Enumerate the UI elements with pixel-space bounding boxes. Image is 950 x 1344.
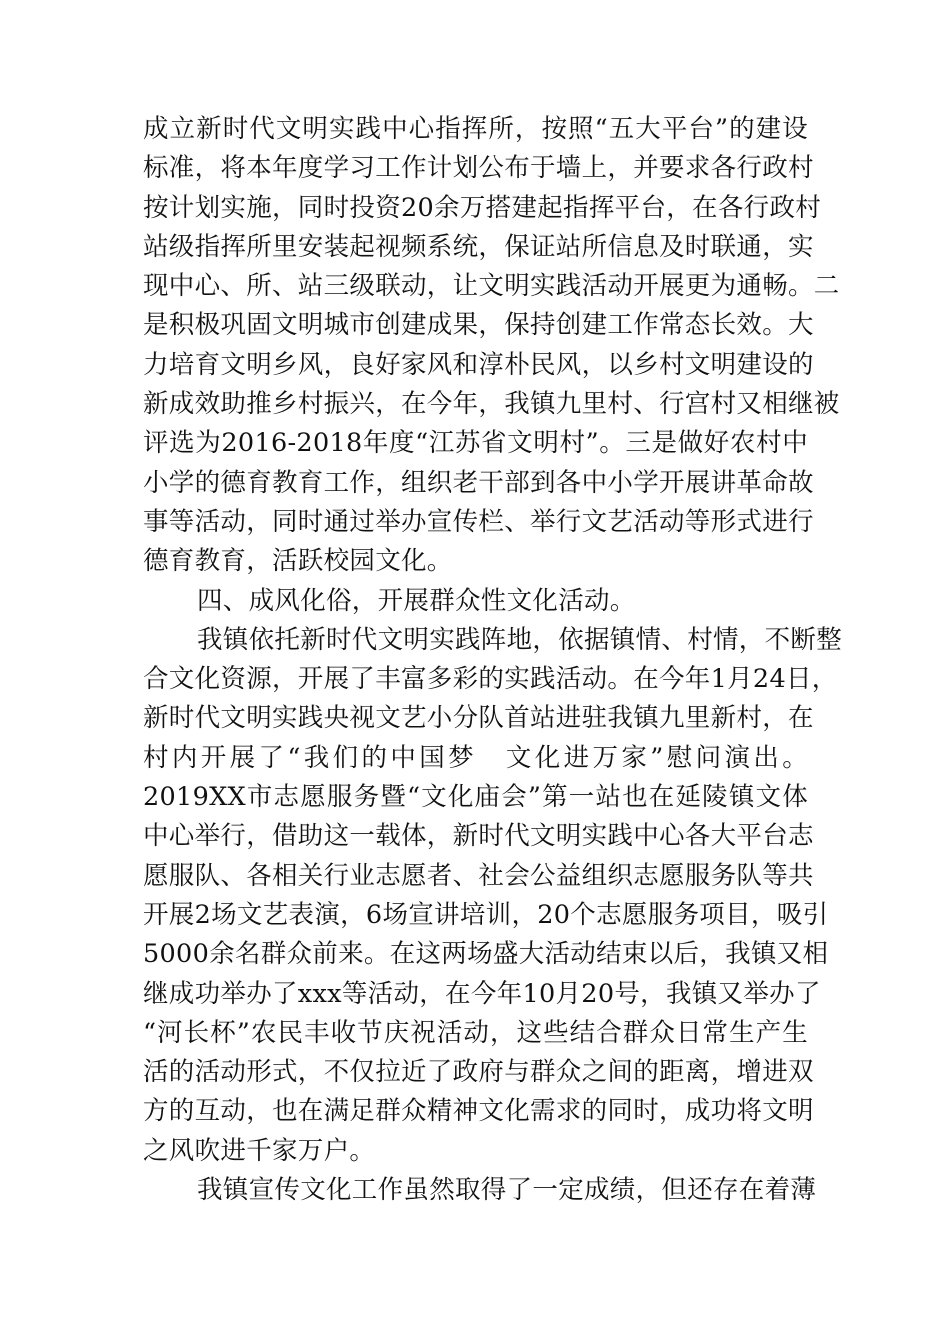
text-line: 力培育文明乡风，良好家风和淳朴民风，以乡村文明建设的 xyxy=(143,349,814,380)
text-line: 继成功举办了xxx等活动，在今年10月20号，我镇又举办了 xyxy=(143,978,821,1009)
text-line: 评选为2016-2018年度“江苏省文明村”。三是做好农村中 xyxy=(143,428,808,459)
text-line: 事等活动，同时通过举办宣传栏、举行文艺活动等形式进行 xyxy=(143,506,814,537)
text-line: 现中心、所、站三级联动，让文明实践活动开展更为通畅。二 xyxy=(143,271,840,302)
document-body xyxy=(143,110,843,1210)
text-line: 是积极巩固文明城市创建成果，保持创建工作常态长效。大 xyxy=(143,310,814,341)
text-line: 村内开展了“我们的中国梦 文化进万家”慰问演出。 xyxy=(143,742,808,773)
text-line: 小学的德育教育工作，组织老干部到各中小学开展讲革命故 xyxy=(143,467,814,498)
text-line: 方的互动，也在满足群众精神文化需求的同时，成功将文明 xyxy=(143,1096,814,1127)
paragraph-first-line: 我镇宣传文化工作虽然取得了一定成绩，但还存在着薄 xyxy=(197,1175,817,1206)
text-line: 德育教育，活跃校园文化。 xyxy=(143,546,453,577)
text-line: 5000余名群众前来。在这两场盛大活动结束以后，我镇又相 xyxy=(143,939,829,970)
text-line: 成立新时代文明实践中心指挥所，按照“五大平台”的建设 xyxy=(143,114,808,144)
text-line: 之风吹进千家万户。 xyxy=(143,1135,376,1166)
text-line: 2019XX市志愿服务暨“文化庙会”第一站也在延陵镇文体 xyxy=(143,782,808,813)
text-line: 新成效助推乡村振兴，在今年，我镇九里村、行宫村又相继被 xyxy=(143,389,840,420)
text-line: 开展2场文艺表演，6场宣讲培训，20个志愿服务项目，吸引 xyxy=(143,899,829,930)
section-heading: 四、成风化俗，开展群众性文化活动。 xyxy=(197,585,636,616)
text-line: 按计划实施，同时投资20余万搭建起指挥平台，在各行政村 xyxy=(143,192,822,223)
text-line: 标准，将本年度学习工作计划公布于墙上，并要求各行政村 xyxy=(143,153,814,184)
paragraph-first-line: 我镇依托新时代文明实践阵地，依据镇情、村情，不断整 xyxy=(197,624,843,655)
text-line: 合文化资源，开展了丰富多彩的实践活动。在今年1月24日， xyxy=(143,664,838,695)
text-line: 新时代文明实践央视文艺小分队首站进驻我镇九里新村，在 xyxy=(143,703,814,734)
text-line: “河长杯”农民丰收节庆祝活动，这些结合群众日常生产生 xyxy=(143,1017,808,1048)
text-line: 愿服队、各相关行业志愿者、社会公益组织志愿服务队等共 xyxy=(143,860,814,891)
text-line: 中心举行，借助这一载体，新时代文明实践中心各大平台志 xyxy=(143,821,814,852)
text-line: 活的活动形式，不仅拉近了政府与群众之间的距离，增进双 xyxy=(143,1057,814,1088)
text-line: 站级指挥所里安装起视频系统，保证站所信息及时联通，实 xyxy=(143,231,814,262)
